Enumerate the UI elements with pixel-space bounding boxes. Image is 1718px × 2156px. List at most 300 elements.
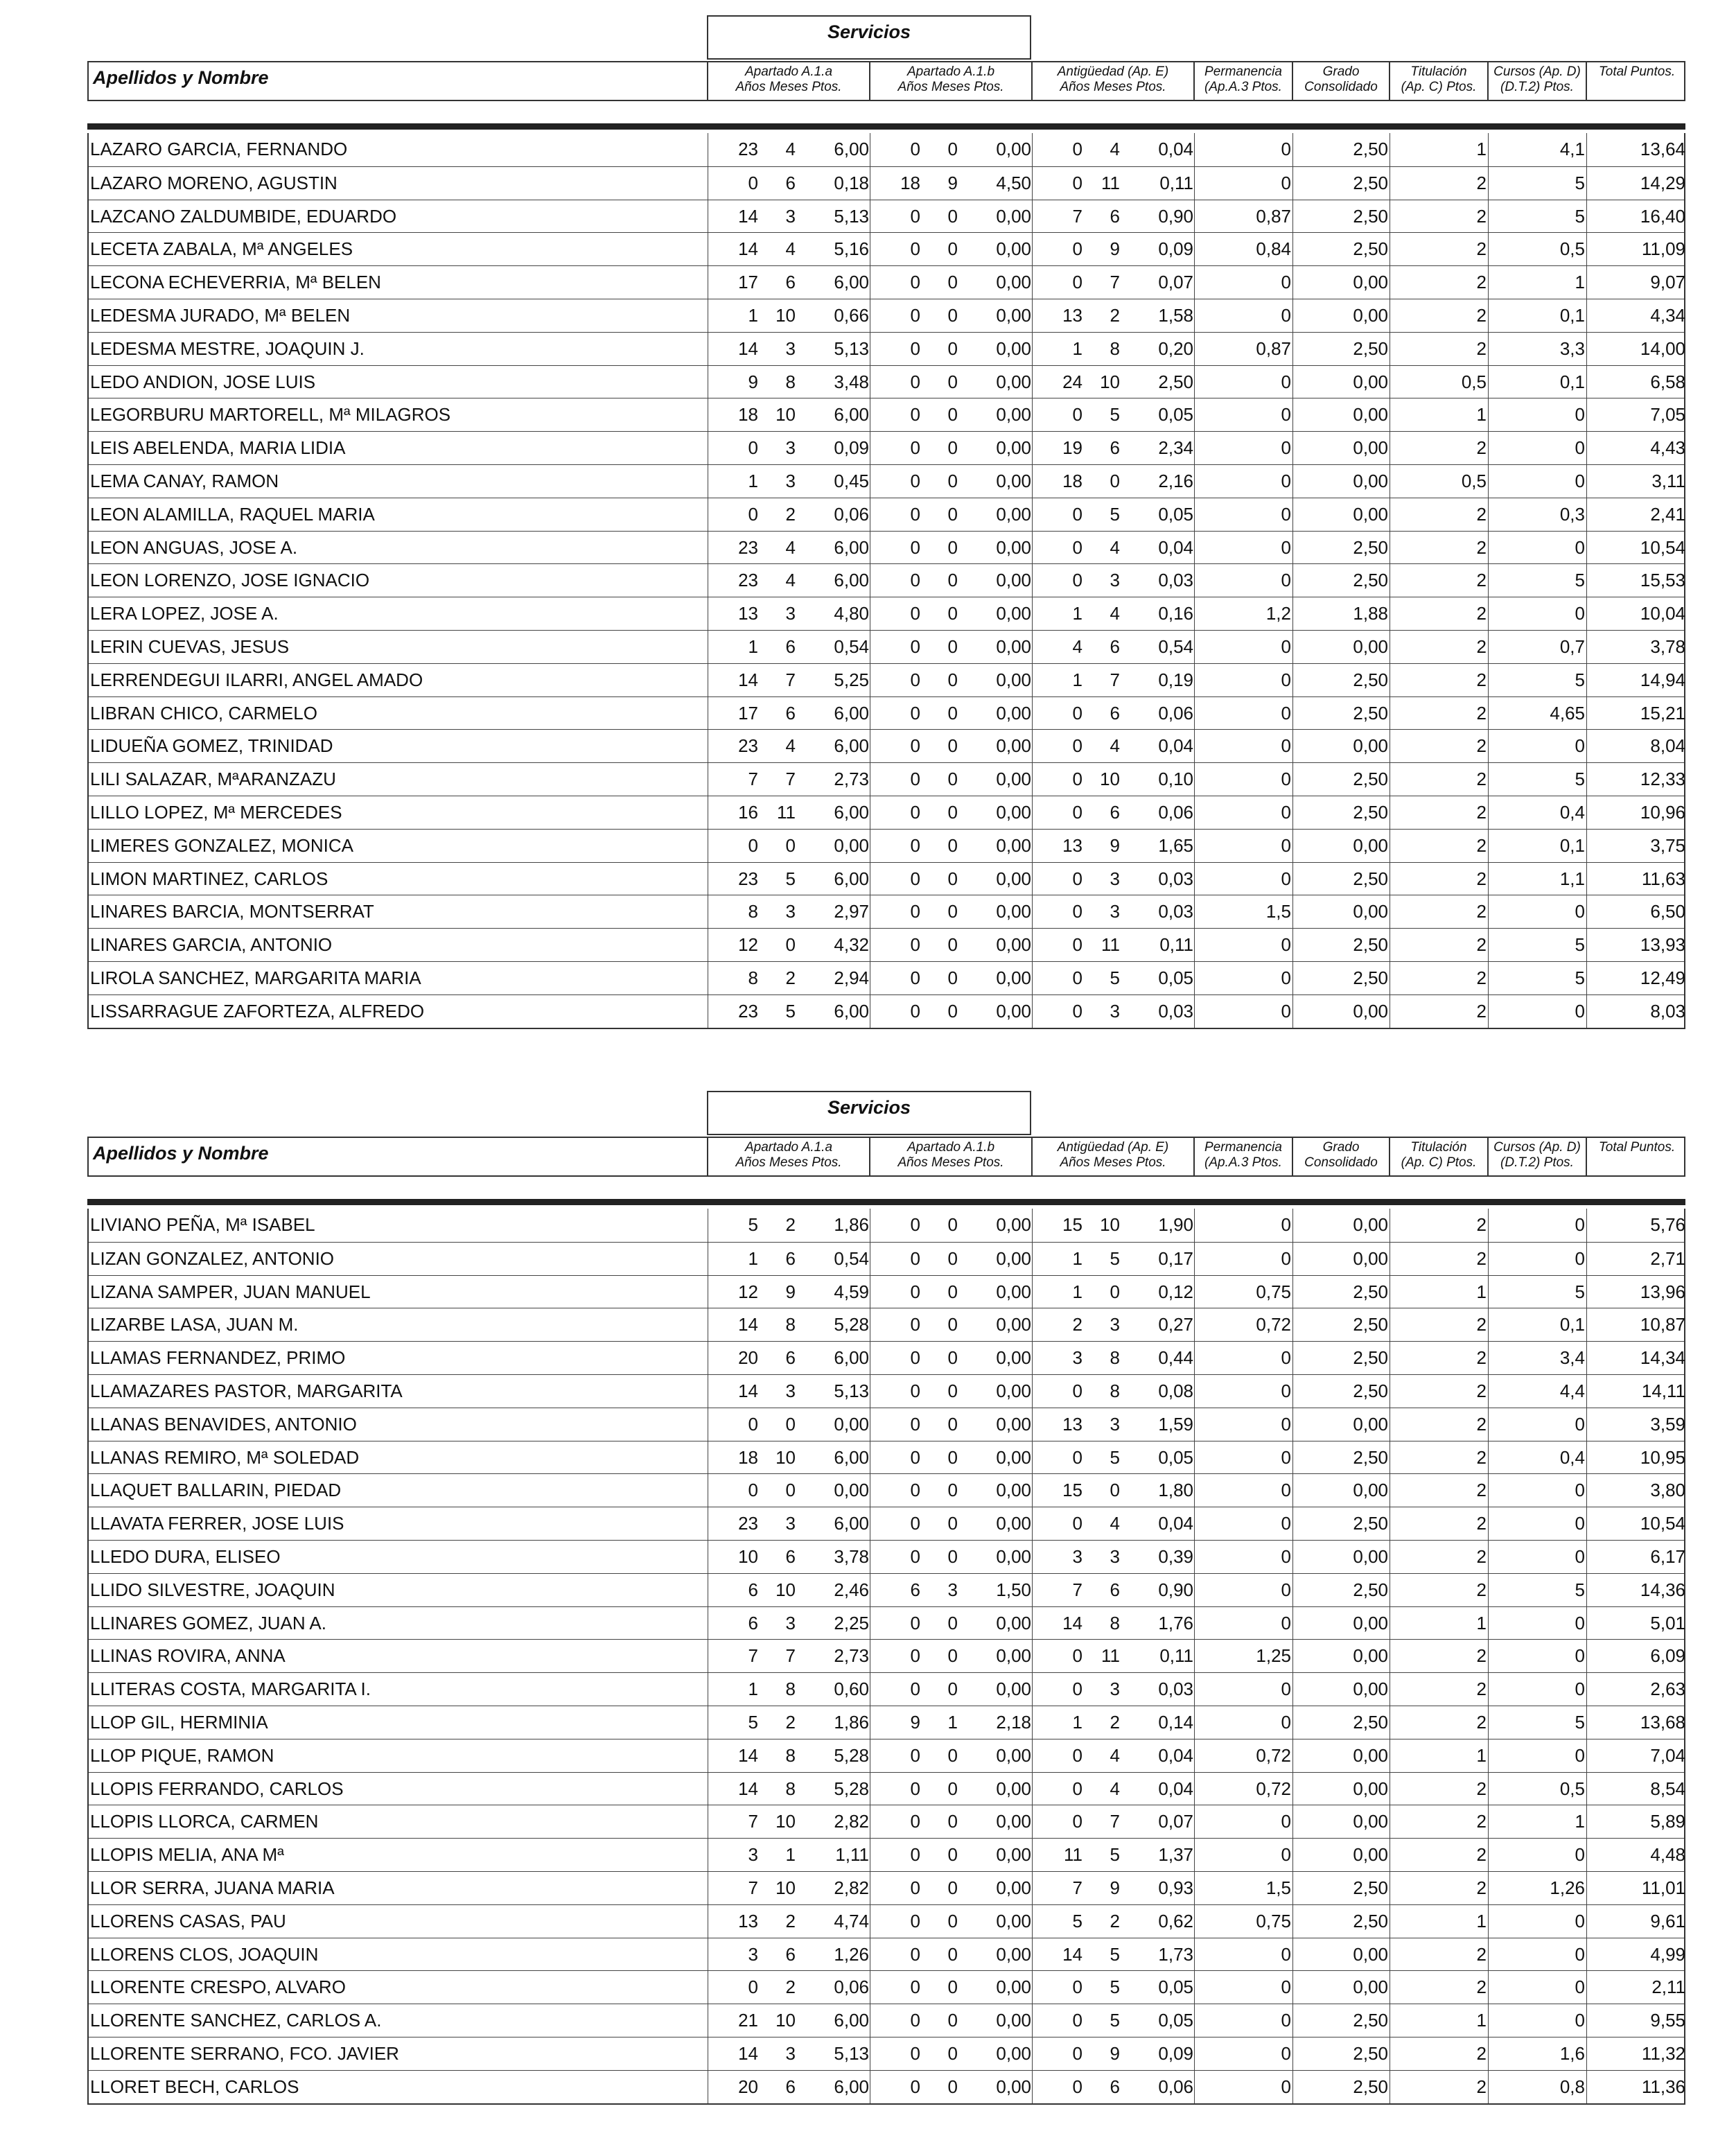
cell-tit: 2 — [1390, 962, 1489, 994]
cell-tit: 1 — [1390, 1739, 1489, 1772]
cell-b — [870, 299, 1033, 332]
cell-a-years: 1 — [748, 470, 758, 491]
table-row — [89, 365, 1684, 398]
cell-b-years: 0 — [910, 570, 920, 591]
cell-grado: 0,00 — [1293, 498, 1390, 531]
cell-a-years: 14 — [738, 1744, 758, 1766]
cell-cur: 0 — [1489, 995, 1587, 1028]
cell-total: 7,05 — [1650, 404, 1685, 426]
cell-e — [1033, 465, 1195, 498]
cell-grado: 0,00 — [1293, 465, 1390, 498]
cell-a — [708, 432, 870, 464]
cell-b — [870, 1971, 1033, 2004]
cell-b-months: 0 — [947, 2042, 958, 2064]
cell-a-years: 0 — [748, 834, 758, 856]
cell-perm: 0 — [1195, 532, 1293, 564]
cell-name: LEMA CANAY, RAMON — [89, 465, 708, 498]
cell-e — [1033, 266, 1195, 299]
cell-e — [1033, 995, 1195, 1028]
cell-a-years: 14 — [738, 1380, 758, 1401]
cell-b — [870, 2004, 1033, 2037]
cell-total: 4,34 — [1650, 304, 1685, 326]
cell-b — [870, 895, 1033, 928]
header-permanencia-line2: (Ap.A.3 Ptos. — [1204, 1155, 1282, 1170]
cell-b-years: 0 — [910, 1480, 920, 1501]
cell-tit: 2 — [1390, 1574, 1489, 1606]
cell-e-points: 0,44 — [1158, 1347, 1193, 1369]
cell-e — [1033, 2004, 1195, 2037]
cell-perm: 0 — [1195, 299, 1293, 332]
cell-a-points: 5,13 — [834, 1380, 869, 1401]
cell-e-months: 5 — [1110, 503, 1120, 525]
cell-e-points: 0,05 — [1158, 967, 1193, 988]
cell-total: 12,49 — [1640, 967, 1685, 988]
cell-e-points: 0,39 — [1158, 1545, 1193, 1567]
table-row — [89, 1938, 1684, 1971]
cell-a-years: 17 — [738, 702, 758, 724]
cell-perm: 0 — [1195, 1243, 1293, 1275]
cell-b-months: 0 — [947, 1480, 958, 1501]
cell-total: 8,04 — [1650, 735, 1685, 757]
cell-cur: 0 — [1489, 1905, 1587, 1938]
cell-b-months: 0 — [947, 1214, 958, 1235]
cell-b-points: 0,00 — [996, 2010, 1031, 2031]
cell-grado: 2,50 — [1293, 2037, 1390, 2070]
cell-cur: 1 — [1489, 1805, 1587, 1838]
cell-a-points: 6,00 — [834, 404, 869, 426]
cell-name: LEON ALAMILLA, RAQUEL MARIA — [89, 498, 708, 531]
cell-e-years: 13 — [1062, 304, 1082, 326]
cell-a — [708, 796, 870, 829]
cell-e — [1033, 1938, 1195, 1971]
cell-a-months: 2 — [785, 1977, 796, 1998]
cell-b — [870, 133, 1033, 166]
cell-b-months: 0 — [947, 2010, 958, 2031]
cell-perm: 0 — [1195, 432, 1293, 464]
cell-e-years: 0 — [1072, 934, 1082, 956]
cell-b-years: 0 — [910, 1314, 920, 1335]
cell-b-months: 0 — [947, 304, 958, 326]
cell-cur: 0 — [1489, 1739, 1587, 1772]
cell-b-points: 0,00 — [996, 1744, 1031, 1766]
cell-e-months: 0 — [1110, 1480, 1120, 1501]
cell-grado: 0,00 — [1293, 995, 1390, 1028]
cell-b-months: 0 — [947, 934, 958, 956]
cell-e-years: 14 — [1062, 1943, 1082, 1965]
cell-e-points: 1,37 — [1158, 1844, 1193, 1866]
cell-total: 2,11 — [1651, 1977, 1685, 1998]
table-row — [89, 597, 1684, 630]
cell-tit: 2 — [1390, 1209, 1489, 1242]
cell-name: LLAVATA FERRER, JOSE LUIS — [89, 1507, 708, 1540]
cell-e-years: 19 — [1062, 437, 1082, 459]
cell-a-months: 6 — [785, 1545, 796, 1567]
cell-a — [708, 1276, 870, 1308]
cell-b-years: 0 — [910, 1679, 920, 1700]
cell-b-points: 2,18 — [996, 1711, 1031, 1733]
cell-e-points: 0,03 — [1158, 1000, 1193, 1022]
cell-e-months: 9 — [1110, 834, 1120, 856]
cell-e — [1033, 167, 1195, 200]
header-titulacion-line2: (Ap. C) Ptos. — [1401, 80, 1477, 94]
cell-b-points: 0,00 — [996, 1214, 1031, 1235]
cell-b-points: 0,00 — [996, 1247, 1031, 1269]
cell-total: 9,07 — [1650, 272, 1685, 293]
cell-grado: 0,00 — [1293, 1640, 1390, 1672]
cell-tit: 2 — [1390, 233, 1489, 265]
cell-b-years: 0 — [910, 636, 920, 657]
cell-a-points: 6,00 — [834, 536, 869, 558]
cell-b-months: 0 — [947, 1347, 958, 1369]
cell-e-years: 2 — [1072, 1314, 1082, 1335]
cell-a-points: 5,13 — [834, 205, 869, 227]
cell-a-years: 18 — [738, 1446, 758, 1468]
cell-e-points: 0,14 — [1158, 1711, 1193, 1733]
table-row — [89, 1871, 1684, 1904]
cell-b-years: 9 — [910, 1711, 920, 1733]
cell-a-years: 8 — [748, 901, 758, 922]
cell-e — [1033, 1574, 1195, 1606]
cell-b — [870, 1739, 1033, 1772]
cell-e-points: 1,73 — [1158, 1943, 1193, 1965]
cell-perm: 0,72 — [1195, 1773, 1293, 1805]
cell-e-years: 0 — [1072, 172, 1082, 193]
cell-b-months: 0 — [947, 139, 958, 159]
cell-a-years: 9 — [748, 371, 758, 392]
table-row — [89, 994, 1684, 1028]
cell-grado: 2,50 — [1293, 1375, 1390, 1408]
cell-grado: 2,50 — [1293, 1342, 1390, 1374]
cell-b — [870, 1773, 1033, 1805]
cell-cur: 0,1 — [1489, 366, 1587, 398]
cell-e — [1033, 962, 1195, 994]
cell-e-months: 4 — [1110, 1778, 1120, 1799]
cell-b-years: 0 — [910, 1844, 920, 1866]
cell-b — [870, 200, 1033, 233]
cell-a — [708, 597, 870, 630]
cell-b — [870, 1342, 1033, 1374]
cell-grado: 0,00 — [1293, 1541, 1390, 1573]
cell-b — [870, 1805, 1033, 1838]
header-antiguedad-line1: Antigüedad (Ap. E) — [1057, 1140, 1169, 1155]
header-apartado-a1a — [708, 1138, 870, 1175]
cell-grado: 2,50 — [1293, 333, 1390, 365]
cell-e-years: 3 — [1072, 1347, 1082, 1369]
cell-e-points: 0,04 — [1158, 139, 1193, 159]
table-row — [89, 133, 1684, 166]
cell-b-points: 0,00 — [996, 371, 1031, 392]
cell-a — [708, 697, 870, 730]
table-row — [89, 1672, 1684, 1706]
cell-a — [708, 664, 870, 696]
cell-perm: 0 — [1195, 2004, 1293, 2037]
cell-perm: 0 — [1195, 2071, 1293, 2103]
cell-perm: 0 — [1195, 1607, 1293, 1640]
cell-e-months: 2 — [1110, 1910, 1120, 1931]
cell-e — [1033, 1905, 1195, 1938]
cell-e-points: 0,05 — [1158, 503, 1193, 525]
table-row — [89, 464, 1684, 498]
cell-a-points: 4,59 — [834, 1281, 869, 1302]
cell-a-points: 6,00 — [834, 735, 869, 757]
cell-a — [708, 366, 870, 398]
header-apartado-a1a — [708, 62, 870, 100]
cell-e-points: 0,07 — [1158, 272, 1193, 293]
cell-e-months: 3 — [1110, 901, 1120, 922]
cell-a-points: 0,06 — [834, 1977, 869, 1998]
cell-perm: 0 — [1195, 133, 1293, 166]
cell-cur: 0 — [1489, 432, 1587, 464]
cell-e-months: 6 — [1110, 205, 1120, 227]
cell-tit: 2 — [1390, 1872, 1489, 1904]
cell-e-months: 8 — [1110, 1612, 1120, 1633]
cell-e-months: 5 — [1110, 1844, 1120, 1866]
cell-name: LLEDO DURA, ELISEO — [89, 1541, 708, 1573]
cell-a-months: 3 — [785, 2042, 796, 2064]
cell-total: 14,00 — [1640, 338, 1685, 359]
cell-a — [708, 1209, 870, 1242]
cell-e-points: 0,11 — [1159, 934, 1193, 956]
cell-grado: 0,00 — [1293, 1607, 1390, 1640]
cell-a-months: 5 — [785, 868, 796, 889]
cell-a — [708, 564, 870, 597]
cell-b — [870, 697, 1033, 730]
cell-e-years: 0 — [1072, 2076, 1082, 2097]
table-row — [89, 2037, 1684, 2070]
cell-b-months: 0 — [947, 1000, 958, 1022]
cell-b-points: 0,00 — [996, 1000, 1031, 1022]
cell-e-months: 4 — [1110, 536, 1120, 558]
cell-tit: 1 — [1390, 1607, 1489, 1640]
cell-total: 10,54 — [1640, 1513, 1685, 1534]
cell-cur: 0,5 — [1489, 233, 1587, 265]
cell-b-months: 0 — [947, 437, 958, 459]
cell-total: 14,11 — [1641, 1380, 1685, 1401]
cell-b-points: 0,00 — [996, 702, 1031, 724]
cell-total: 3,59 — [1650, 1413, 1685, 1435]
cell-a — [708, 895, 870, 928]
cell-tit: 2 — [1390, 1640, 1489, 1672]
cell-total: 9,55 — [1650, 2010, 1685, 2031]
cell-e-years: 24 — [1062, 371, 1082, 392]
cell-a-points: 0,66 — [834, 304, 869, 326]
cell-a-points: 0,54 — [834, 1247, 869, 1269]
cell-name: LAZARO GARCIA, FERNANDO — [89, 133, 708, 166]
cell-e-years: 0 — [1072, 503, 1082, 525]
cell-a-points: 2,82 — [834, 1811, 869, 1832]
cell-e — [1033, 299, 1195, 332]
cell-tit: 2 — [1390, 333, 1489, 365]
cell-a — [708, 498, 870, 531]
cell-a-years: 3 — [748, 1844, 758, 1866]
table-row — [89, 862, 1684, 895]
cell-b-months: 0 — [947, 967, 958, 988]
header-apartado-a1b-line2: Años Meses Ptos. — [897, 1155, 1004, 1170]
cell-a-months: 0 — [785, 1413, 796, 1435]
table-block — [87, 1091, 1685, 2106]
cell-a-points: 0,54 — [834, 636, 869, 657]
table-row — [89, 332, 1684, 365]
table-row — [89, 1374, 1684, 1408]
cell-b-years: 0 — [910, 1910, 920, 1931]
cell-a-points: 5,28 — [834, 1314, 869, 1335]
table-row — [89, 265, 1684, 299]
cell-cur: 0 — [1489, 1971, 1587, 2004]
cell-b — [870, 564, 1033, 597]
cell-e-months: 11 — [1101, 172, 1120, 193]
cell-b-years: 0 — [910, 437, 920, 459]
cell-a-months: 9 — [785, 1281, 796, 1302]
cell-cur: 0,1 — [1489, 1308, 1587, 1341]
cell-e — [1033, 133, 1195, 166]
cell-a-years: 0 — [748, 1977, 758, 1998]
cell-a-points: 1,11 — [835, 1844, 869, 1866]
cell-e-months: 8 — [1110, 1347, 1120, 1369]
cell-b-years: 0 — [910, 139, 920, 159]
table-row — [89, 299, 1684, 332]
cell-e — [1033, 564, 1195, 597]
cell-perm: 0 — [1195, 498, 1293, 531]
cell-b-years: 0 — [910, 1545, 920, 1567]
cell-a — [708, 398, 870, 431]
cell-cur: 0 — [1489, 895, 1587, 928]
cell-a-months: 3 — [785, 603, 796, 624]
cell-perm: 0 — [1195, 1839, 1293, 1871]
cell-e-points: 0,05 — [1158, 1977, 1193, 1998]
table-header — [87, 61, 1685, 101]
cell-b-months: 0 — [947, 1811, 958, 1832]
cell-b — [870, 498, 1033, 531]
cell-a-years: 14 — [738, 205, 758, 227]
cell-tit: 2 — [1390, 929, 1489, 961]
cell-a-points: 2,25 — [834, 1612, 869, 1633]
cell-a — [708, 929, 870, 961]
cell-b-points: 0,00 — [996, 1545, 1031, 1567]
cell-e-points: 0,54 — [1158, 636, 1193, 657]
cell-grado: 2,50 — [1293, 1872, 1390, 1904]
cell-b-months: 0 — [947, 272, 958, 293]
cell-a-points: 0,00 — [834, 1480, 869, 1501]
cell-a-months: 6 — [785, 172, 796, 193]
cell-e-months: 4 — [1110, 603, 1120, 624]
cell-total: 6,09 — [1650, 1645, 1685, 1667]
cell-total: 2,41 — [1650, 503, 1685, 525]
cell-a-points: 0,45 — [834, 470, 869, 491]
cell-e — [1033, 1375, 1195, 1408]
cell-e-points: 0,20 — [1158, 338, 1193, 359]
cell-e-points: 0,10 — [1158, 769, 1193, 790]
cell-grado: 2,50 — [1293, 1706, 1390, 1739]
cell-a-points: 6,00 — [834, 1347, 869, 1369]
cell-e-years: 0 — [1072, 967, 1082, 988]
cell-tit: 2 — [1390, 532, 1489, 564]
cell-a-years: 16 — [738, 801, 758, 823]
cell-b-years: 0 — [910, 2010, 920, 2031]
cell-total: 3,80 — [1650, 1480, 1685, 1501]
cell-grado: 2,50 — [1293, 962, 1390, 994]
cell-e — [1033, 498, 1195, 531]
table-row — [89, 895, 1684, 928]
header-permanencia-line1: Permanencia — [1204, 1140, 1282, 1155]
cell-a-years: 1 — [748, 1679, 758, 1700]
cell-a — [708, 1243, 870, 1275]
cell-a-years: 23 — [738, 1513, 758, 1534]
cell-name: LLOR SERRA, JUANA MARIA — [89, 1872, 708, 1904]
cell-b-years: 0 — [910, 669, 920, 690]
cell-cur: 0 — [1489, 1839, 1587, 1871]
cell-e-years: 1 — [1072, 669, 1082, 690]
cell-total: 11,63 — [1641, 868, 1685, 889]
cell-e-months: 5 — [1110, 2010, 1120, 2031]
cell-e-years: 7 — [1072, 1579, 1082, 1600]
cell-cur: 0 — [1489, 597, 1587, 630]
cell-grado: 0,00 — [1293, 1773, 1390, 1805]
cell-b-years: 0 — [910, 470, 920, 491]
cell-b-years: 0 — [910, 2042, 920, 2064]
cell-a — [708, 995, 870, 1028]
cell-b — [870, 2071, 1033, 2103]
cell-b-points: 0,00 — [996, 570, 1031, 591]
table-header — [87, 1137, 1685, 1177]
cell-tit: 0,5 — [1390, 366, 1489, 398]
cell-a-months: 6 — [785, 702, 796, 724]
cell-a-years: 20 — [738, 2076, 758, 2097]
cell-total: 6,50 — [1650, 901, 1685, 922]
table-row — [89, 1805, 1684, 1838]
cell-a — [708, 763, 870, 796]
cell-total: 11,36 — [1641, 2076, 1685, 2097]
cell-b-months: 0 — [947, 669, 958, 690]
table-body — [87, 133, 1685, 1029]
cell-cur: 5 — [1489, 1574, 1587, 1606]
cell-total: 11,01 — [1641, 1877, 1685, 1898]
cell-a-months: 0 — [785, 834, 796, 856]
cell-e-months: 0 — [1110, 1281, 1120, 1302]
cell-b-points: 0,00 — [996, 139, 1031, 159]
cell-e-months: 7 — [1110, 669, 1120, 690]
cell-perm: 0 — [1195, 1971, 1293, 2004]
cell-tit: 2 — [1390, 1375, 1489, 1408]
table-row — [89, 1408, 1684, 1441]
cell-a-months: 10 — [775, 404, 796, 426]
cell-perm: 0,84 — [1195, 233, 1293, 265]
cell-a — [708, 1408, 870, 1441]
cell-grado: 2,50 — [1293, 664, 1390, 696]
cell-tit: 2 — [1390, 1441, 1489, 1474]
cell-b-years: 0 — [910, 1977, 920, 1998]
cell-e-months: 0 — [1110, 470, 1120, 491]
cell-cur: 0,5 — [1489, 1773, 1587, 1805]
cell-perm: 0 — [1195, 1805, 1293, 1838]
cell-tit: 2 — [1390, 995, 1489, 1028]
cell-a-years: 7 — [748, 769, 758, 790]
cell-a-points: 6,00 — [834, 139, 869, 159]
cell-a — [708, 863, 870, 895]
cell-a-points: 0,00 — [834, 1413, 869, 1435]
cell-e-points: 0,04 — [1158, 735, 1193, 757]
cell-name: LEDESMA JURADO, Mª BELEN — [89, 299, 708, 332]
cell-b-months: 0 — [947, 470, 958, 491]
cell-e-points: 0,03 — [1158, 901, 1193, 922]
cell-b-points: 0,00 — [996, 1413, 1031, 1435]
table-row — [89, 1341, 1684, 1374]
cell-total: 13,68 — [1640, 1711, 1685, 1733]
cell-cur: 1,26 — [1489, 1872, 1587, 1904]
cell-e-months: 5 — [1110, 1943, 1120, 1965]
cell-a-points: 6,00 — [834, 2076, 869, 2097]
table-row — [89, 498, 1684, 531]
cell-b — [870, 2037, 1033, 2070]
